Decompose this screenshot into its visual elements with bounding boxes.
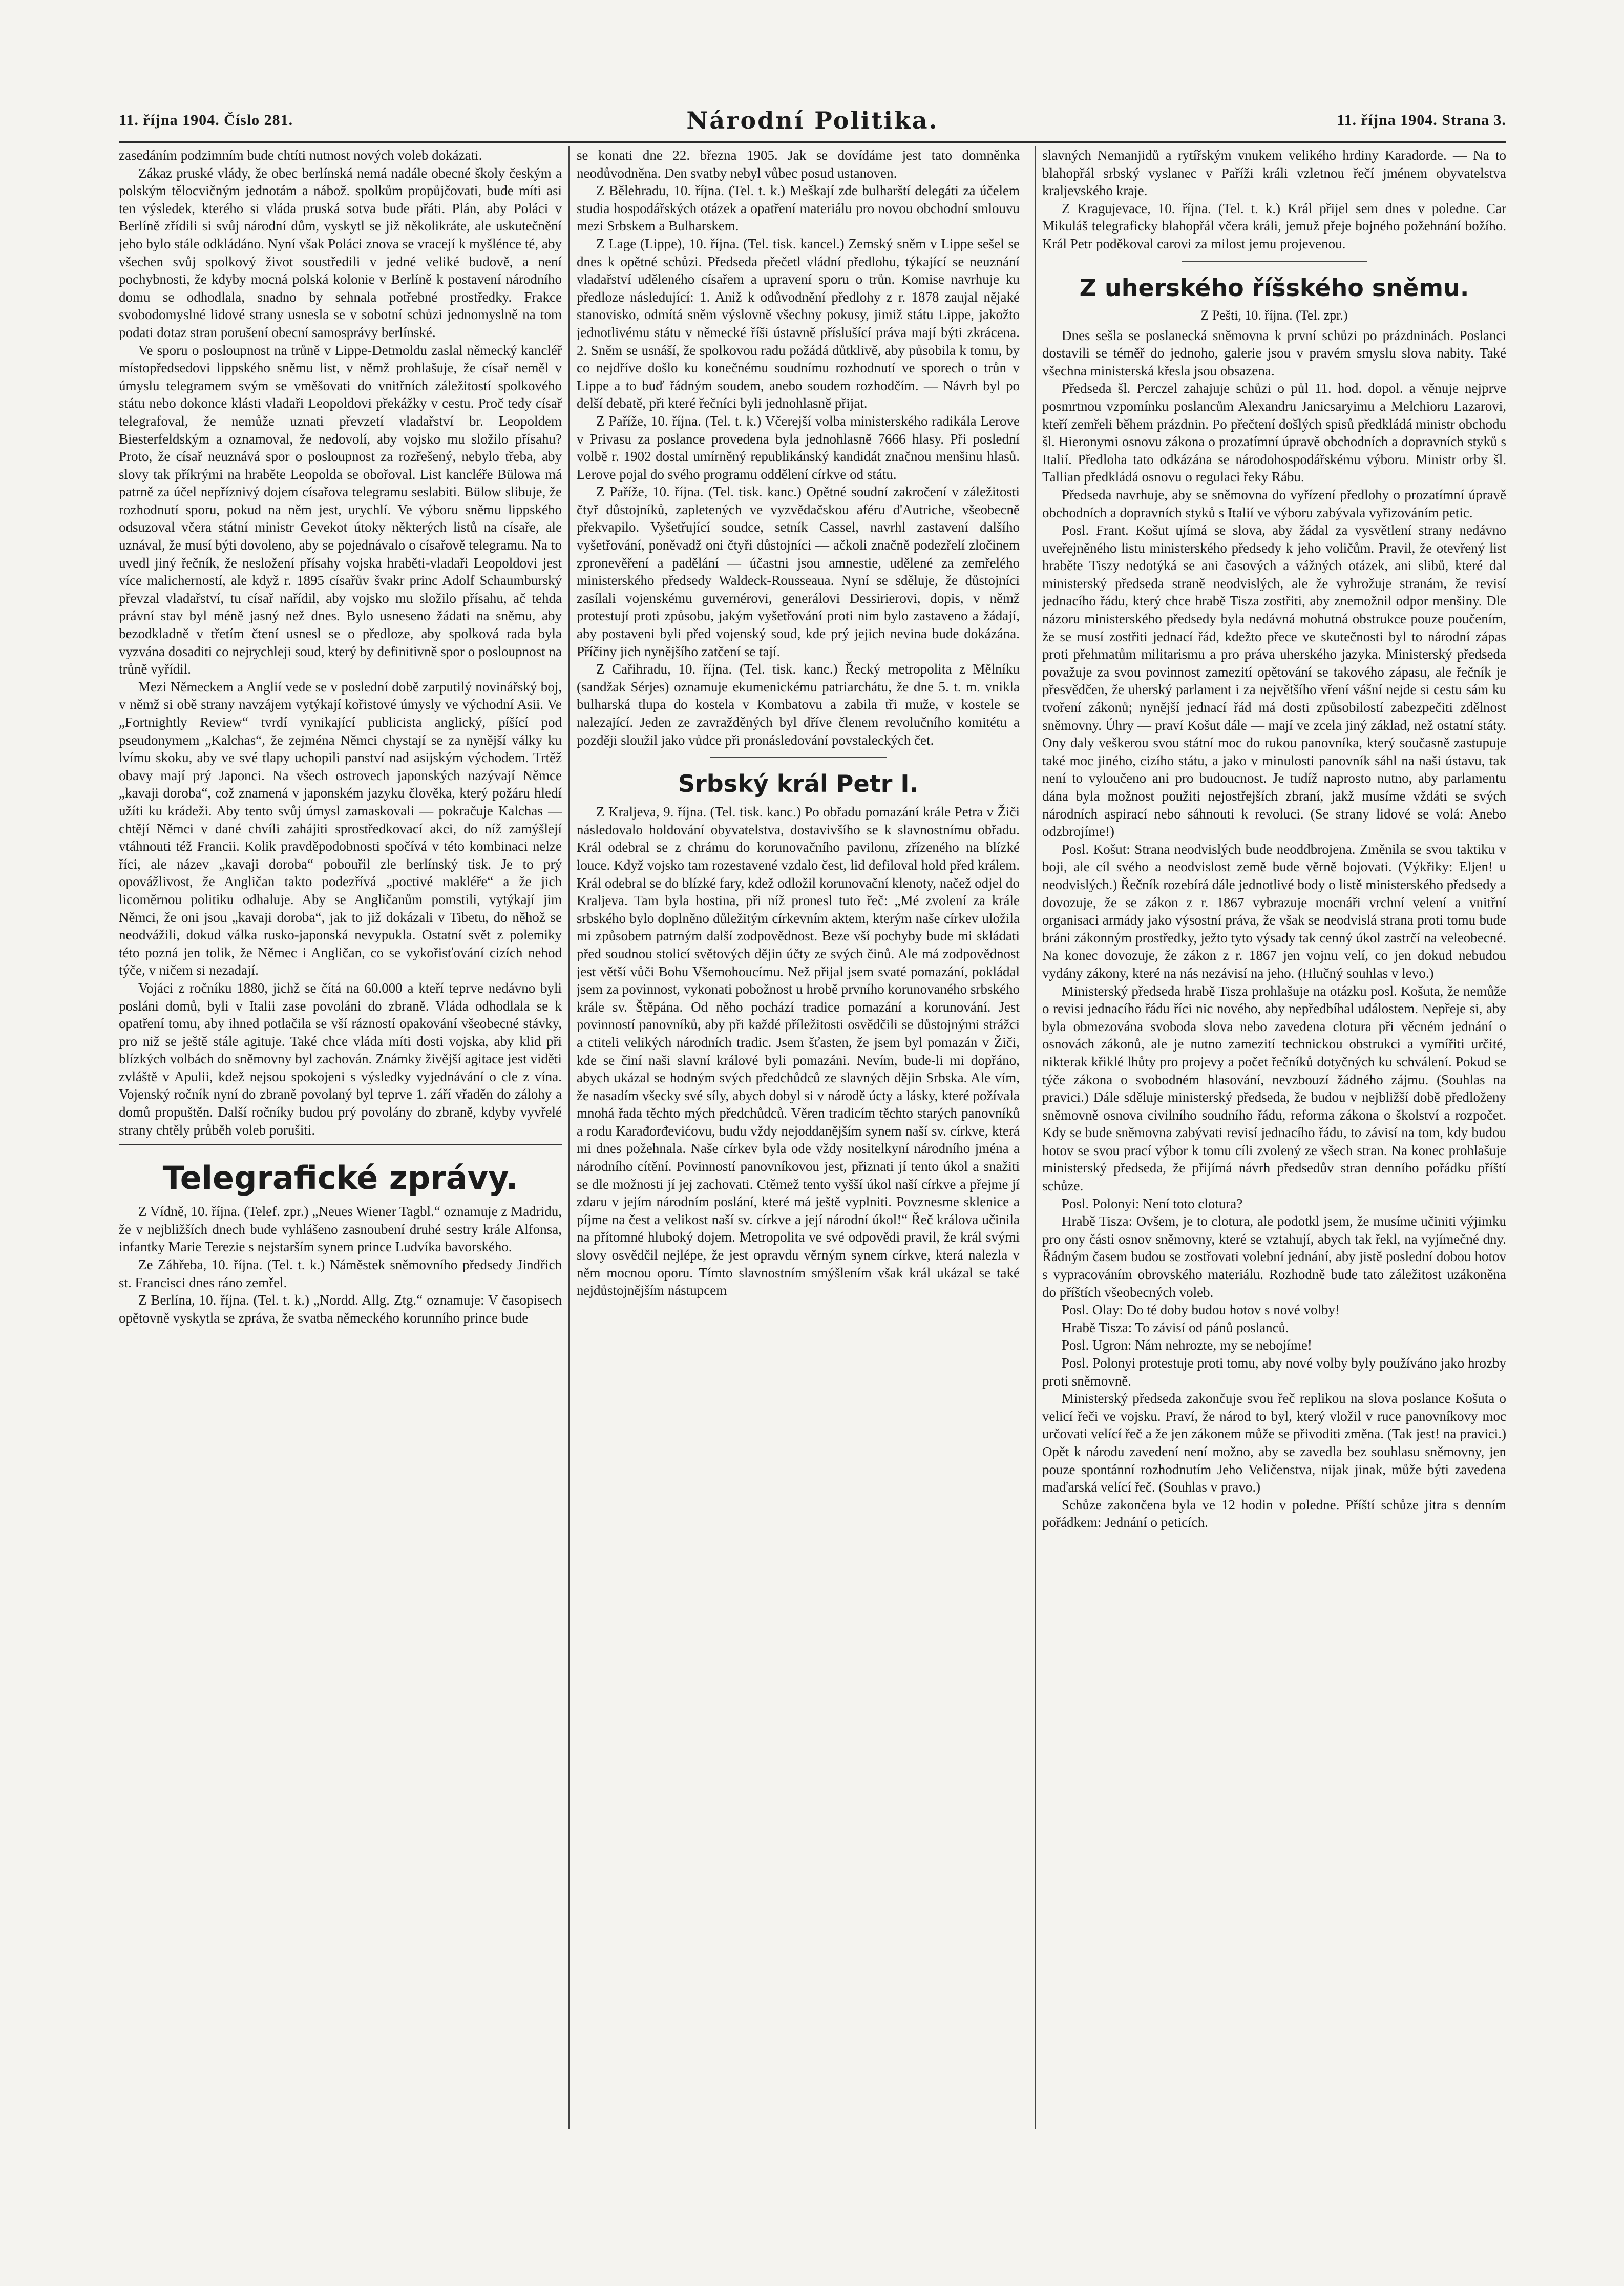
paragraph: se konati dne 22. března 1905. Jak se dovídáme jest tato domněnka neodůvodněna. Den svatby nebyl vůbec posud ustanoven.: [577, 148, 1020, 181]
running-head: [119, 106, 1506, 136]
paragraph: Dnes sešla se poslanecká sněmovna k první schůzi po prázdninách. Poslanci dostavili se téměř do jednoho, galerie jsou v pravém smyslu slova nabity. Také všechna ministerská křesla jsou obsazena.: [1042, 327, 1506, 379]
paragraph: Posl. Polonyi: Není toto clotura?: [1062, 1196, 1243, 1211]
paragraph: Z Bělehradu, 10. října. (Tel. t. k.) Meškají zde bulharští delegáti za účelem studia hospodářských otázek a opatření materiálu pro novou obchodní smlouvu mezi Srbskem a Bulharskem.: [577, 183, 1020, 234]
paragraph: Posl. Košut: Strana neodvislých bude neoddbrojena. Změnila se svou taktiku v boji, ale cíl svého a neodvislost země bude věrně bojovati. (Výkřiky: Eljen! u neodvislých.) Řečník rozebírá dále jednotlivé body o listě ministerského předsedy a dovozuje, že se zákon z r. 1867 vybrazuje mocnáři vrchní velení a vnitřní organisaci armády jako výsostní práva, že však se neodvislá strana proti tomu bude bráni zákonným prostředky, ježto tyto výsady tak cenný úkol zastrčí na veleobecné. Na konec dovozuje, že zákon z r. 1867 jen vojnu velí, co jen dokud nebudou vydány zákony, které na nás nezávisí na jeho. (Hlučný souhlas v levo.): [1042, 841, 1506, 981]
paragraph: Z Paříže, 10. října. (Tel. t. k.) Včerejší volba ministerského radikála Lerove v Privasu za poslance provedena byla jednohlasně 7666 hlasy. Při poslední volbě r. 1902 dostal umírněný republikánský kandidát značnou menšinu hlasů. Lerove pojal do svého programu oddělení církve od státu.: [577, 413, 1020, 482]
paragraph: Posl. Ugron: Nám nehrozte, my se nebojíme!: [1062, 1337, 1312, 1353]
section-heading-hungarian-diet: Z uherského říšského sněmu.: [1079, 274, 1469, 302]
page-date-number: 11. října 1904. Strana 3.: [1337, 112, 1506, 129]
paragraph: Ministerský předseda zakončuje svou řeč replikou na slova poslance Košuta o velicí řeči ve vojsku. Praví, že národ to byl, který vložil v ruce panovníkovy moc určovati velící řeč a že jen zákonem může se přivoditi změna. (Tak jest! na pravici.) Opět k národu zavedení není možno, aby se zavedla bez souhlasu sněmovny, jen pouze spontánní rozhodnutím Jeho Veličenstva, nijak jinak, může býti zavedena maďarská velící řeč. (Souhlas v pravo.): [1042, 1391, 1506, 1495]
paragraph: Ministerský předseda hrabě Tisza prohlašuje na otázku posl. Košuta, že nemůže o revisi jednacího řádu říci nic nového, aby nepředbíhal událostem. Nepřeje si, aby byla obmezována svoboda slova nebo zavedena clotura při věcném jednání o osnovách zákonů, ale je nutno zamezití technickou obstrukci a vymířiti určité, nikterak křiklé lhůty pro projevy a počet řečníků dotyčných ku schválení. Pokud se týče zákona o svobodném hlasování, nevzbouzí žádného zájmu. (Souhlas na pravici.) Dále sděluje ministerský předseda, že budou v nejbližší době předloženy sněmovně osnova civilního soudního řádu, reforma zákona o školství a rozpočet. Kdy se bude sněmovna zabývati revisí jednacího řádu, to závisí na tom, kdy budou hotov se svou prací výbor k tomu cíli zvolený ze všech stran. Na konec prohlašuje ministerský předseda, že přijímá návrh předsedův stran denního pořádku příští schůze.: [1042, 983, 1506, 1194]
paragraph: Mezi Německem a Anglií vede se v poslední době zarputilý novinářský boj, v němž si obě strany navzájem vytýkají kořistové úmysly ve východní Asii. Ve „Fortnightly Review“ tvrdí vynikající publicista anglický, píšící pod pseudonymem „Kalchas“, že zejména Němci chystají se za nynější války ku lvímu skoku, aby ve své tlapy uchopili panství nad asijským východem. Trtěž obavy mají prý Japonci. Na všech ostrovech japonských nazývají Němce „kavaji doroba“, což znamená v japonském jazyku člověka, který požáru hledí užíti ku krádeži. Aby tento svůj úmysl zamaskovali — pokračuje Kalchas — chtějí Němci v dané chvíli zahájiti sprostředkovací akci, do níž zamýšlejí vtáhnouti též Francii. Kolik pravděpodobnosti spočívá v této kombinaci nelze říci, ale název „kavaji doroba“ pobouřil zle berlínský tisk. Je to prý opovážlivost, že Angličan takto podezřívá „poctivé makléře“ a že jich licoměrnou politiku odhaluje. Aby se Angličanům pomstili, vytýkají jim Němci, že oni jsou „kavaji doroba“, jak to již dokázali v Tibetu, do něhož se neodvážili, dokud válka rusko-japonská nevypukla. Ostatní svět z polemiky této pozná jen tolik, že Němec i Angličan, co se vykořisťování cizích nehod týče, v ničem si nezadají.: [119, 679, 562, 978]
masthead-title: Národní Politika.: [686, 107, 939, 134]
paragraph: Schůze zakončena byla ve 12 hodin v poledne. Příští schůze jitra s denním pořádkem: Jednání o peticích.: [1042, 1497, 1506, 1530]
section-rule: [1182, 261, 1367, 262]
paragraph: Z Berlína, 10. října. (Tel. t. k.) „Nordd. Allg. Ztg.“ oznamuje: V časopisech opětovně vyskytla se zpráva, že svatba německého korunního prince bude: [119, 1292, 562, 1326]
paragraph: Z Lage (Lippe), 10. října. (Tel. tisk. kancel.) Zemský sněm v Lippe sešel se dnes k opětné schůzi. Předseda přečetl vládní předlohu, týkající se neuznání vladařství uděleného císařem a upravení sporu o trůn. Komise navrhuje ku předloze následující: 1. Aniž k odůvodnění předlohy z r. 1878 zaujal nějaké stanovisko, odmítá sněm výslovně všechny pokusy, jimiž státu Lippe, jakožto jednotlivému státu v německé říši ústavně příslušící práva mají býti zkrácena. 2. Sněm se usnáší, že spolkovou radu požádá důtklivě, aby působila k tomu, by co nejdříve došlo ku konečnému soudnímu rozhodnutí ve sporech o trůn v Lippe a to buď řádným soudem, anebo soudem rozhodčím. — Návrh byl po delší debatě, při které řečníci byli jednohlasně přijat.: [577, 236, 1020, 411]
section-heading-serbian-king: Srbský král Petr I.: [678, 770, 918, 798]
paragraph: zasedáním podzimním bude chtíti nutnost nových voleb dokázati.: [119, 148, 482, 163]
paragraph: Ze Záhřeba, 10. října. (Tel. t. k.) Náměstek sněmovního předsedy Jindřich st. Francisci dnes ráno zemřel.: [119, 1257, 562, 1290]
dateline: Z Pešti, 10. října. (Tel. zpr.): [1200, 307, 1348, 323]
paragraph: Z Vídně, 10. října. (Telef. zpr.) „Neues Wiener Tagbl.“ oznamuje z Madridu, že v nejbližších dnech bude vyhlášeno zasnoubení druhé sestry krále Alfonsa, infantky Marie Terezie s nejstarším synem prince Ludvíka bavorského.: [119, 1204, 562, 1255]
section-heading-telegrams: Telegrafické zprávy.: [162, 1159, 518, 1197]
column-2: [577, 146, 1020, 2200]
header-rule: [119, 141, 1506, 143]
column-divider-2: [1035, 146, 1036, 2129]
column-1: [119, 146, 562, 2200]
paragraph: Posl. Polonyi protestuje proti tomu, aby nové volby byly používáno jako hrozby proti sněmovně.: [1042, 1355, 1506, 1389]
paragraph: Zákaz pruské vlády, že obec berlínská nemá nadále obecné školy českým a polským tělocvičným jednotám a nábož. spolkům propůjčovati, bude míti asi ten výsledek, kterého si vláda pruská sotva bude přáti. Plán, aby Poláci v Berlíně zřídili si svůj národní dům, vyskytl se již několikráte, ale uskutečnění jeho bylo stále odkládáno. Nyní však Poláci znova se vracejí k myšlénce té, aby všechen svůj spolkový život soustředili v jedné veliké budově, a není pochybnosti, že kdyby mocná polská kolonie v Berlíně k postavení národního domu se odhodlala, snadno by sehnala potřebné prostředky. Frakce svobodomyslné lidové strany usnesla se v sobotní schůzi jednomyslně na tom podati dotaz stran porušení obecní samosprávy berlínské.: [119, 165, 562, 340]
paragraph: slavných Nemanjidů a rytířským vnukem velikého hrdiny Karađorđe. — Na to blahopřál srbský vyslanec v Paříži králi vzletnou řečí jménem obyvatelstva kraljevského kraje.: [1042, 148, 1506, 199]
paragraph: Vojáci z ročníku 1880, jichž se čítá na 60.000 a kteří teprve nedávno byli posláni domů, byli v Italii zase povoláni do zbraně. Vláda odhodlala se k opatření tomu, aby ihned potlačila se vší rázností opakování všeobecné stávky, pro niž se ještě stále agituje. Také chce vláda míti dosti vojska, aby klid při blízkých volbách do sněmovny byl zachován. Známky živější agitace jest viděti zvláště v Apulii, kdež nejsou spokojeni s výsledky vyjednávání o cle z vína. Vojenský ročník nyní do zbraně povolaný byl teprve 1. září vřaděn do zálohy a domů propuštěn. Další ročníky budou prý povolány do zbraně, kdyby vyvřelé strany chtěly průběh voleb porušiti.: [119, 980, 562, 1138]
issue-date-number: 11. října 1904. Číslo 281.: [119, 112, 293, 129]
paragraph: Předseda šl. Perczel zahajuje schůzi o půl 11. hod. dopol. a věnuje nejprve posmrtnou vzpomínku poslancům Alexandru Janicsaryimu a Melchioru Lazarovi, kteří zemřeli během prázdnin. Po přečtení došlých spisů předkládá ministr obchodu šl. Hieronymi osnovu zákona o prozatímní úpravě obchodních a dopravních styků s Italií. Předloha tato odkázána se národohospodářskému výboru. Ministr orby šl. Tallian předkládá osnovu o regulaci řeky Rábu.: [1042, 381, 1506, 485]
paragraph: Z Kragujevace, 10. října. (Tel. t. k.) Král přijel sem dnes v poledne. Car Mikuláš telegraficky blahopřál včera králi, jemuž přeje bojného požehnání božího. Král Petr poděkoval carovi za milost jemu projevenou.: [1042, 200, 1506, 251]
column-divider-1: [568, 146, 570, 2129]
paragraph: Posl. Olay: Do té doby budou hotov s nové volby!: [1062, 1302, 1340, 1318]
paragraph: Z Kraljeva, 9. října. (Tel. tisk. kanc.) Po obřadu pomazání krále Petra v Žiči následovalo holdování obyvatelstva, dostavivšího se k slavnostnímu obřadu. Král odebral se z chrámu do korunovačního pavilonu, zřízeného na blízké louce. Když vojsko tam rozestavené vzdalo čest, lid defiloval hold před králem. Král odebral se do blízké fary, kdež odložil korunovační klenoty, načež odjel do Kraljeva. Tam byla hostina, při níž pronesl tuto řeč: „Mé zvolení za krále srbského bylo doplněno důležitým církevním aktem, kterým naše církev uložila mi způsobem patrným další zodpovědnost. Beze vší pochyby bude mi skládati před soudnou stolicí světových dějin účty ze svých činů. Ale má zodpovědnost jest větší vůči Bohu Všemohoucímu. Než přijal jsem svaté pomazání, pokládal jsem za povinnost, vykonati pobožnost u hrobě prvního korunovaného srbského krále sv. Štěpána. Od něho pochází tradice pomazání a korunování. Jest povinností panovníků, aby při každé příležitosti osvědčili se důstojnými strážci a ctiteli velikých národních tradic. Jsem šťasten, že jsem byl pomazán v Žiči, kde se činí naši slavní králové byli pomazáni. Nevím, bude-li mi dopřáno, abych ukázal se hodným svých předchůdců ze slavných dějin Srbska. Ale vím, že nasadím všecky své síly, abych dobyl si v národě úcty a lásky, které požívala mnohá řada těchto mých předchůdců. Věren tradicím těchto starých panovníků a rodu Karađorđevićovu, budu vždy nejoddanějším synem naší sv. církve, která mi dnes požehnala. Naše církev byla ode vždy nositelkyní národního jména a národního cítění. Povinností panovníkovou jest, přiznati jí tento úkol a snažiti se dle možnosti jí jej zachovati. Ctěmež tento vyšší úkol naší církve a přejme jí zdaru v jejím národním poslání, které má ještě vyplniti. Povznesme sklenice a píjme na čest a velikost naší sv. církve a její národní úkol!“ Řeč králova učinila na přítomné hluboký dojem. Metropolita ve své odpovědi pravil, že král svými slovy osvědčil nejlépe, že jest opravdu věrným synem církve, která nalezla v něm mocnou oporu. Tímto slavnostním smýšlením však král ukázal se také nejdůstojnějším nástupcem: [577, 804, 1020, 1298]
column-3: [1042, 146, 1506, 2200]
paragraph: Z Paříže, 10. října. (Tel. tisk. kanc.) Opětné soudní zakročení v záležitosti čtyř důstojníků, zapletených ve vyzvědačskou aféru d'Autriche, všeobecně překvapilo. Vyšetřující soudce, setník Cassel, navrhl zastavení dalšího vyšetřování, poněvadž oni čtyři důstojníci — ačkoli značně podezřelí zločinem zpronevěření a padělání — účastni jsou amnestie, udělené za zemřelého ministerského předsedy Waldeck-Rousseaua. Nyní se sděluje, že důstojníci zasílali vojenskému guvernérovi, generálovi Dessirierovi, dopis, v němž protestují proti způsobu, jakým vyšetřování proti nim bylo zastaveno a žádají, aby postaveni byli před vojenský soud, kde prý jejich nevina bude dokázána. Příčiny jich nynějšího zatčení se tají.: [577, 484, 1020, 659]
paragraph: Hrabě Tisza: Ovšem, je to clotura, ale podotkl jsem, že musíme učiniti výjimku pro ony části osnov sněmovny, které se vztahují, abych tak řekl, na vyjímečné dny. Řádným časem budou se zostřovati volební jednání, aby jistě poslední dobou hotov s vypracováním obrovského materiálu. Rozhodně bude tato záležitost uzákoněna do příštích všeobecných voleb.: [1042, 1213, 1506, 1300]
paragraph: Z Cařihradu, 10. října. (Tel. tisk. kanc.) Řecký metropolita z Mělníku (sandžak Sérjes) oznamuje ekumenickému patriarchátu, že dne 5. t. m. vnikla bulharská tlupa do kostela v Kombatovu a zabila tři muže, v kostele se nalezající. Jeden ze zavražděných byl dříve členem revolučního komitétu a později sloužil jako vůdce při pronásledování povstaleckých čet.: [577, 661, 1020, 748]
paragraph: Předseda navrhuje, aby se sněmovna do vyřízení předlohy o prozatímní úpravě obchodních a dopravních styků s Italií ve výboru zabývala vyřizováním petic.: [1042, 487, 1506, 520]
paragraph: Hrabě Tisza: To závisí od pánů poslanců.: [1062, 1319, 1289, 1335]
paragraph: Ve sporu o posloupnost na trůně v Lippe-Detmoldu zaslal německý kancléř místopředsedovi lippského sněmu list, v němž prohlašuje, že císař neměl v úmyslu telegramem svým se vměšovati do vnitřních záležitostí spolkového státu nebo dokonce klásti vladaři Leopoldovi překážky v cestu. Proč tedy císař telegrafoval, že nemůže uznati převzetí vladařství br. Leopoldem Biesterfeldským a oznamoval, že nedovolí, aby vojsko mu složilo přísahu? Proto, že císař neuznává spor o posloupnost za rozřešený, nebylo třeba, aby slovy tak příkrými na hraběte Leopolda se obořoval. List kancléře Bülowa má patrně za účel nepříznivý dojem císařova telegramu seslabiti. Bülow slibuje, že rozhodnutí sporu, pokud na něm jest, urychlí. Ve výboru sněmu lippského odsuzoval včera státní ministr Gevekot útoky některých listů na císaře, ale uznával, že musí býti dovoleno, aby se pojednávalo o císařově telegramu. Na to uvedl jiný řečník, že nesložení přísahy vojska hraběti-vladaři Leopoldovi jest více malicherností, ale když r. 1895 císařův švakr princ Adolf Schaumburský převzal vladařství, tu císař nařídil, aby vojsko mu složilo přísahu, ač tehda právní stav byl méně jasný než dnes. Bylo usneseno žádati na sněmu, aby bezodkladně v třetím čtení usnesl se o předloze, aby spolková rada byla vyzvána dosaditi co nejrychleji soud, který by definitivně spor o posloupnost na trůně vyřídil.: [119, 342, 562, 677]
paragraph: Posl. Frant. Košut ujímá se slova, aby žádal za vysvětlení strany nedávno uveřejněného listu ministerského předsedy k jeho voličům. Pravil, že otevřený list hraběte Tiszy nedotýká se ani časových a vážných otázek, ani slibů, které dal ministerský předseda straně neodvislých, ale že vyhrožuje stranám, že revisí jednacího řádu, který chce hrabě Tisza zostřiti, aby znemožnil odpor menšiny. Dle názoru ministerského předsedy byla nedávná mohutná obstrukce pouze poučením, že se musí zostřiti jednací řád, kdežto přece ve skutečnosti byl to národní zápas proti přehmatům militarismu a pro práva uherského jazyka. Ministerský předseda považuje za svou povinnost zamezití opětování se takového zápasu, ale řečník je přesvědčen, že uherský parlament i za největšího vření vášní nejde si cestu sám ku tvoření zákonů; nynější jednací řád má dosti způsobilostí zabezpečiti zdělnost sněmovny. Úhry — praví Košut dále — mají ve zcela jiný základ, než ostatní státy. Ony daly veškerou svou státní moc do rukou panovníka, který současně zastupuje také moc jiného, cizího státu, a jako v minulosti panovník sáhl na naši ústavu, tak není to vyloučeno ani pro budoucnost. Je tudíž naprosto nutno, aby parlamentu dána byla možnost použiti nejostřejších zbraní, jakž musíme vždáti se svých národních aspirací nebo sáhnouti k revoluci. (Se strany lidové se volá: Anebo odzbrojíme!): [1042, 522, 1506, 840]
section-rule: [119, 1144, 562, 1145]
section-rule: [710, 757, 887, 758]
